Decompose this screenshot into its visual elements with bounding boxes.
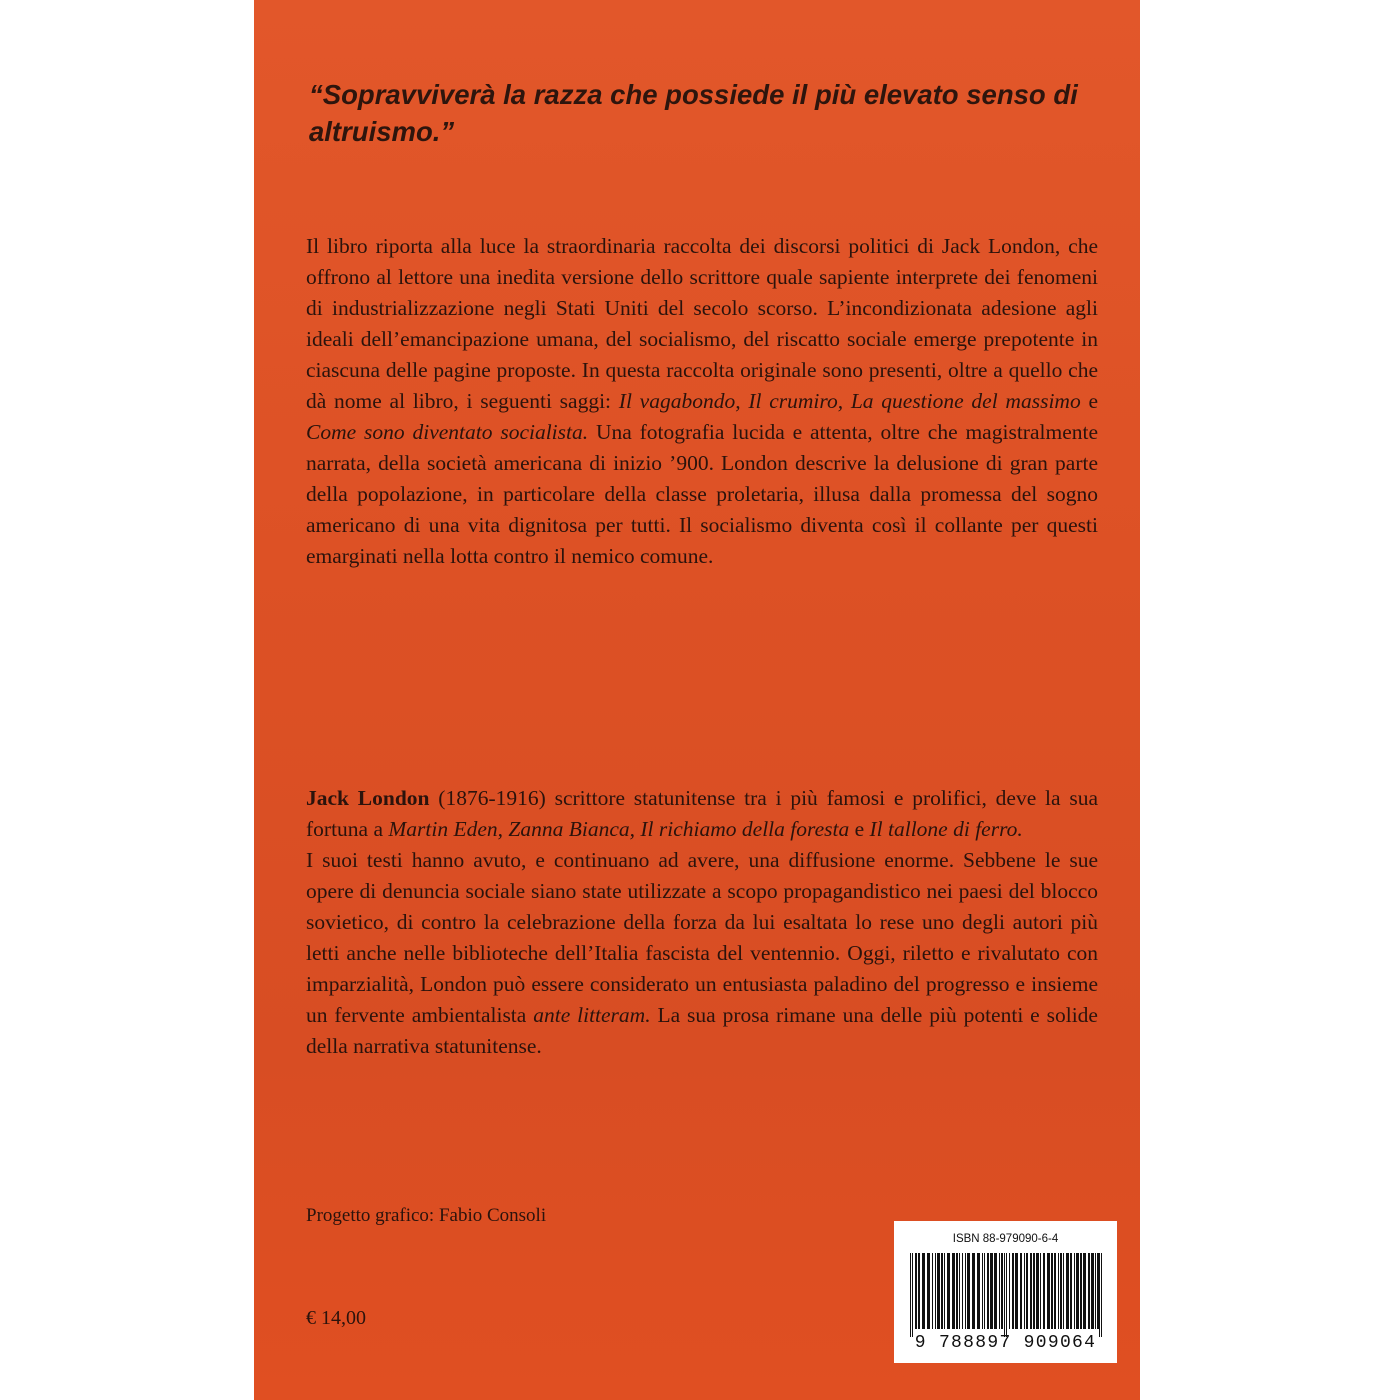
barcode-bar — [965, 1253, 966, 1329]
barcode-bar — [1009, 1253, 1010, 1329]
synopsis-conjunction: e — [1080, 389, 1098, 413]
barcode-digits: 9 788897 909064 — [914, 1333, 1097, 1353]
bio-conjunction: e — [849, 817, 870, 841]
barcode-bar — [962, 1253, 963, 1329]
price-label: € 14,00 — [306, 1307, 366, 1329]
barcode-bar — [1058, 1253, 1059, 1329]
barcode-bar — [927, 1253, 930, 1329]
barcode-bar — [1091, 1253, 1094, 1329]
barcode-bar — [1047, 1253, 1050, 1329]
barcode-bar — [1024, 1253, 1025, 1329]
barcode-guard-bar — [1006, 1253, 1007, 1337]
barcode-guard-bar — [1004, 1253, 1005, 1337]
barcode-bar — [956, 1253, 958, 1329]
barcode-bar — [1033, 1253, 1035, 1329]
barcode-bar — [1036, 1253, 1039, 1329]
cover-quote: “Sopravviverà la razza che possiede il più elevato senso di altruismo.” — [309, 79, 1078, 147]
barcode-bar — [1083, 1253, 1086, 1329]
book-back-cover — [254, 0, 1140, 1400]
barcode-bar — [994, 1253, 997, 1329]
barcode-bar — [959, 1253, 960, 1329]
barcode-bar — [1095, 1253, 1096, 1329]
essay-titles: Il vagabondo, Il crumiro, La questione del massimo — [618, 389, 1081, 413]
barcode-bar — [977, 1253, 980, 1329]
barcode-bar — [935, 1253, 936, 1329]
barcode-bar — [947, 1253, 950, 1329]
barcode-bar — [1026, 1253, 1028, 1329]
barcode-bar — [932, 1253, 933, 1329]
barcode-bar — [1060, 1253, 1062, 1329]
isbn-label: ISBN 88-979090-6-4 — [952, 1233, 1059, 1245]
barcode-guard-bar — [910, 1253, 911, 1337]
essay-title-last: Come sono diventato socialista. — [306, 420, 589, 444]
barcode-bar — [944, 1253, 945, 1329]
barcode-bar — [1051, 1253, 1053, 1329]
barcode-bar — [982, 1253, 983, 1329]
barcode-bar — [937, 1253, 940, 1329]
barcode-bar — [987, 1253, 989, 1329]
author-name: Jack London — [306, 786, 430, 810]
barcode-bar — [1030, 1253, 1032, 1329]
barcode-bar — [1015, 1253, 1018, 1329]
synopsis-text-2: Una fotografia lucida e attenta, oltre che magistralmente narrata, della società americana di inizio ’900. London descrive la delusione di gran parte della popolazione, in particolare della classe proletaria, illusa dalla promessa del sogno americano di una vita dignitosa per tutti. Il socialismo diventa così il collante per questi emarginati nella lotta contro il nemico comune. — [306, 420, 1098, 568]
barcode-bar — [1070, 1253, 1072, 1329]
barcode-bar — [1043, 1253, 1045, 1329]
latin-phrase: ante litteram. — [533, 1003, 651, 1027]
barcode-bar — [972, 1253, 975, 1329]
author-bio-body — [306, 845, 1098, 1062]
barcode-panel — [894, 1221, 1117, 1363]
book-title-last: Il tallone di ferro. — [869, 817, 1023, 841]
barcode-bar — [984, 1253, 985, 1329]
barcode-bar — [1080, 1253, 1082, 1329]
author-bio-intro — [306, 783, 1098, 845]
barcode-bar — [1020, 1253, 1022, 1329]
barcode-bar — [1063, 1253, 1064, 1329]
barcode-guard-bar — [1099, 1253, 1100, 1337]
design-credits: Progetto grafico: Fabio Consoli — [306, 1205, 547, 1226]
barcode-bar — [1040, 1253, 1041, 1329]
barcode-bar — [990, 1253, 993, 1329]
bio-text-3: La sua prosa rimane una delle più potenti e solide della narrativa statunitense. — [306, 1003, 1098, 1058]
barcode-bar — [1074, 1253, 1075, 1329]
barcode-bar — [922, 1253, 925, 1329]
synopsis-text-1: Il libro riporta alla luce la straordinaria raccolta dei discorsi politici di Jack London, che offrono al lettore una inedita versione dello scrittore quale sapiente interprete dei fenomeni di industrializzazione negli Stati Uniti del secolo scorso. L’incondizionata adesione agli ideali dell’emancipazione umana, del socialismo, del riscatto sociale emerge prepotente in ciascuna delle pagine proposte. In questa raccolta originale sono presenti, oltre a quello che dà nome al libro, i seguenti saggi: — [306, 234, 1098, 413]
barcode-bar — [915, 1253, 917, 1329]
barcode-bar — [918, 1253, 920, 1329]
barcode-bar — [999, 1253, 1000, 1329]
barcode-bar — [1001, 1253, 1003, 1329]
barcode-bar — [1012, 1253, 1014, 1329]
barcode-bar — [967, 1253, 970, 1329]
author-bio — [306, 783, 1098, 1062]
book-titles: Martin Eden, Zanna Bianca, Il richiamo della foresta — [388, 817, 850, 841]
barcode-bar — [952, 1253, 955, 1329]
bio-text-2: I suoi testi hanno avuto, e continuano ad avere, una diffusione enorme. Sebbene le sue opere di denuncia sociale siano state utilizzate a scopo propagandistico nei paesi del blocco sovietico, di contro la celebrazione della forza da lui esaltata lo rese uno degli autori più letti anche nelle biblioteche dell’Italia fascista del ventennio. Oggi, riletto e rivalutato con imparzialità, London può essere considerato un entusiasta paladino del progresso e insieme un fervente ambientalista — [306, 848, 1098, 1027]
barcode-bar — [1066, 1253, 1069, 1329]
barcode-bar — [1054, 1253, 1056, 1329]
barcode-guard-bar — [1101, 1253, 1102, 1337]
barcode-guard-bar — [912, 1253, 913, 1337]
synopsis-paragraph — [306, 231, 1098, 572]
barcode-bar — [1088, 1253, 1090, 1329]
barcode-bar — [1076, 1253, 1079, 1329]
bio-text-1: (1876-1916) scrittore statunitense tra i più famosi e prolifici, deve la sua fortuna a — [306, 786, 1099, 841]
barcode-bar — [941, 1253, 943, 1329]
